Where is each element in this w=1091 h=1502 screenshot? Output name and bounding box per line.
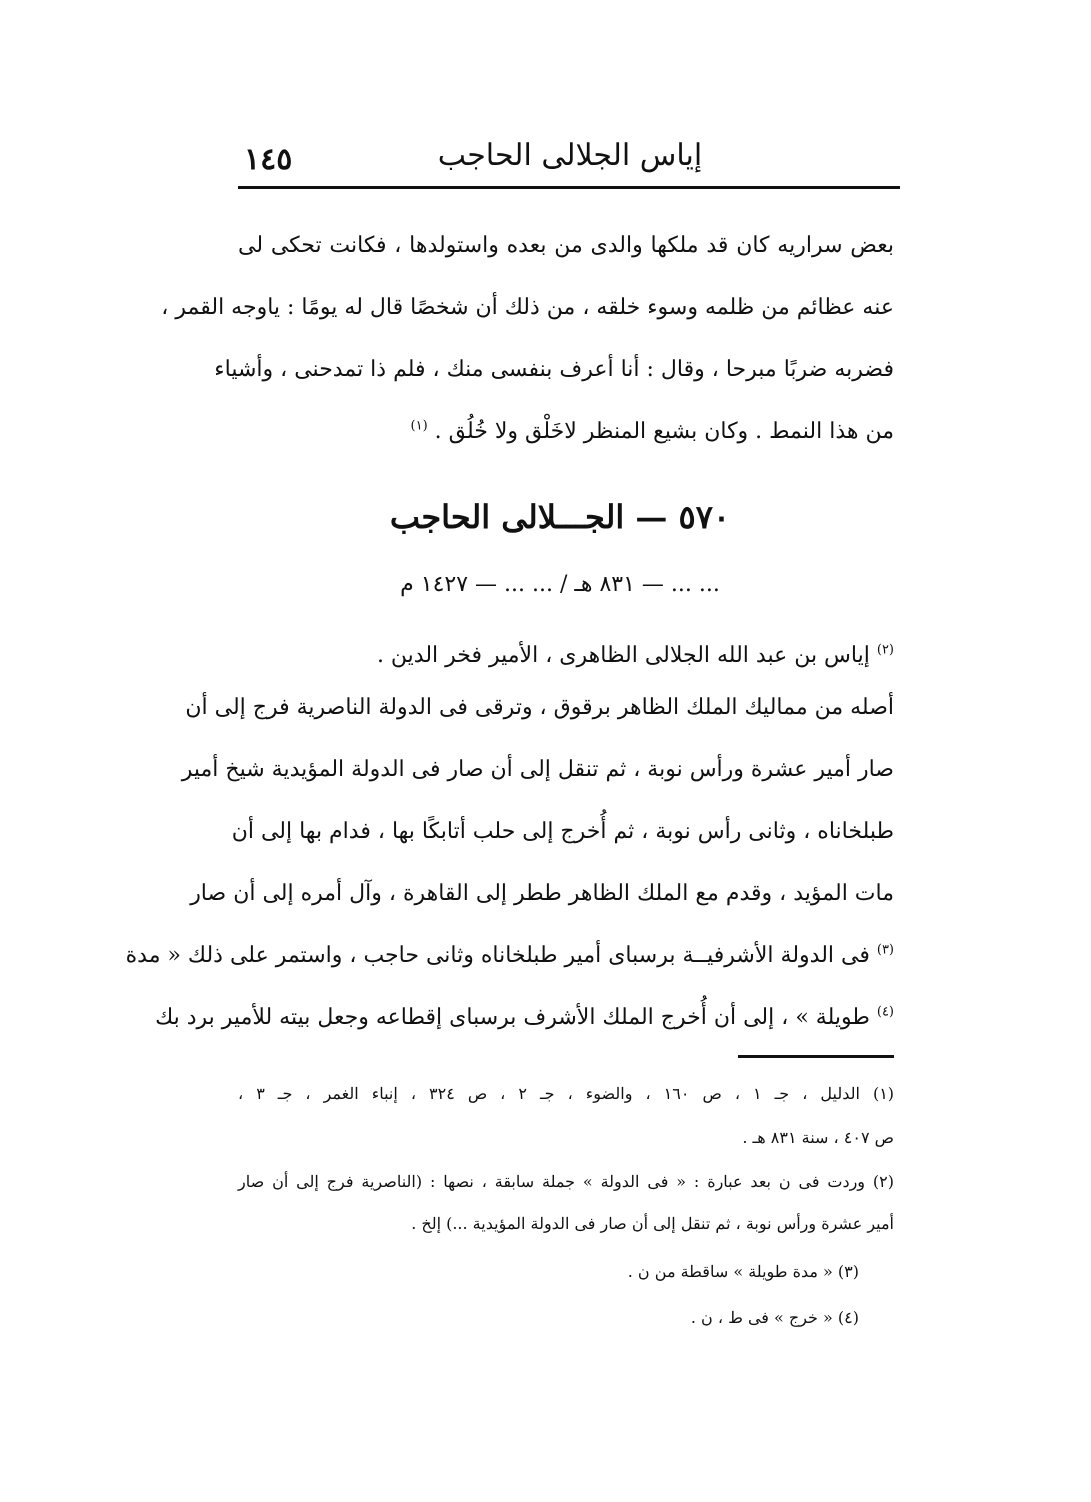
paragraph-line: صار أمير عشرة ورأس نوبة ، ثم تنقل إلى أن صار فى الدولة المؤيدية شيخ أمير [181, 757, 894, 782]
footnote-marker: (٣) [876, 942, 894, 958]
footnote-line: ص ٤٠٧ ، سنة ٨٣١ هـ . [742, 1128, 894, 1147]
paragraph-line [125, 938, 894, 974]
running-header-title: إياس الجلالى الحاجب [437, 138, 703, 173]
paragraph-line: بعض سراريه كان قد ملكها والدى من بعده واستولدها ، فكانت تحكى لى [238, 233, 894, 258]
paragraph-line: طبلخاناه ، وثانى رأس نوبة ، ثم أُخرج إلى حلب أتابكًا بها ، فدام بها إلى أن [231, 819, 894, 844]
entry-name-text: إياس بن عبد الله الجلالى الظاهرى ، الأمير فخر الدين . [376, 643, 870, 668]
paragraph-line: فضربه ضربًا مبرحا ، وقال : أنا أعرف بنفسى منك ، فلم ذا تمدحنى ، وأشياء [214, 357, 894, 382]
paragraph-line: مات المؤيد ، وقدم مع الملك الظاهر ططر إلى القاهرة ، وآل أمره إلى أن صار [190, 881, 894, 906]
paragraph-line-text: فى الدولة الأشرفيــة برسباى أمير طبلخاناه وثانى حاجب ، واستمر على ذلك « مدة [125, 943, 870, 968]
paragraph-line-text: طويلة » ، إلى أن أُخرج الملك الأشرف برسباى إقطاعه وجعل بيته للأمير برد بك [155, 1005, 870, 1030]
paragraph-line-text: من هذا النمط . وكان بشيع المنظر لاخَلْق ولا خُلُق . [434, 419, 894, 444]
paragraph-line: عنه عظائم من ظلمه وسوء خلقه ، من ذلك أن شخصًا قال له يومًا : ياوجه القمر ، [161, 295, 894, 320]
paragraph-line [238, 414, 894, 450]
page-number: ١٤٥ [244, 142, 293, 177]
footnote-marker: (٢) [876, 642, 894, 658]
footnote-line: أمير عشرة ورأس نوبة ، ثم تنقل إلى أن صار فى الدولة المؤيدية ...) إلخ . [411, 1214, 894, 1233]
footnote-line: (٣) « مدة طويلة » ساقطة من ن . [627, 1262, 859, 1281]
footnote-line: (٢) وردت فى ن بعد عبارة : « فى الدولة » جملة سابقة ، نصها : (الناصرية فرج إلى أن صار [238, 1172, 894, 1191]
paragraph-line [155, 1000, 894, 1036]
footnote-divider [738, 1055, 894, 1058]
entry-name-line [238, 638, 894, 674]
footnote-marker: (١) [410, 418, 428, 434]
entry-dates: ... ... — ٨٣١ هـ / ... ... — ١٤٢٧ م [400, 572, 720, 597]
paragraph-line: أصله من مماليك الملك الظاهر برقوق ، وترقى فى الدولة الناصرية فرج إلى أن [185, 695, 894, 720]
footnote-line: (٤) « خرج » فى ط ، ن . [690, 1308, 859, 1327]
header-divider [238, 186, 900, 189]
footnote-marker: (٤) [876, 1004, 894, 1020]
footnote-line: (١) الدليل ، جـ ١ ، ص ١٦٠ ، والضوء ، جـ ٢ ، ص ٣٢٤ ، إنباء الغمر ، جـ ٣ ، [238, 1084, 895, 1103]
entry-title: ٥٧٠ — الجـــلالى الحاجب [389, 498, 731, 536]
